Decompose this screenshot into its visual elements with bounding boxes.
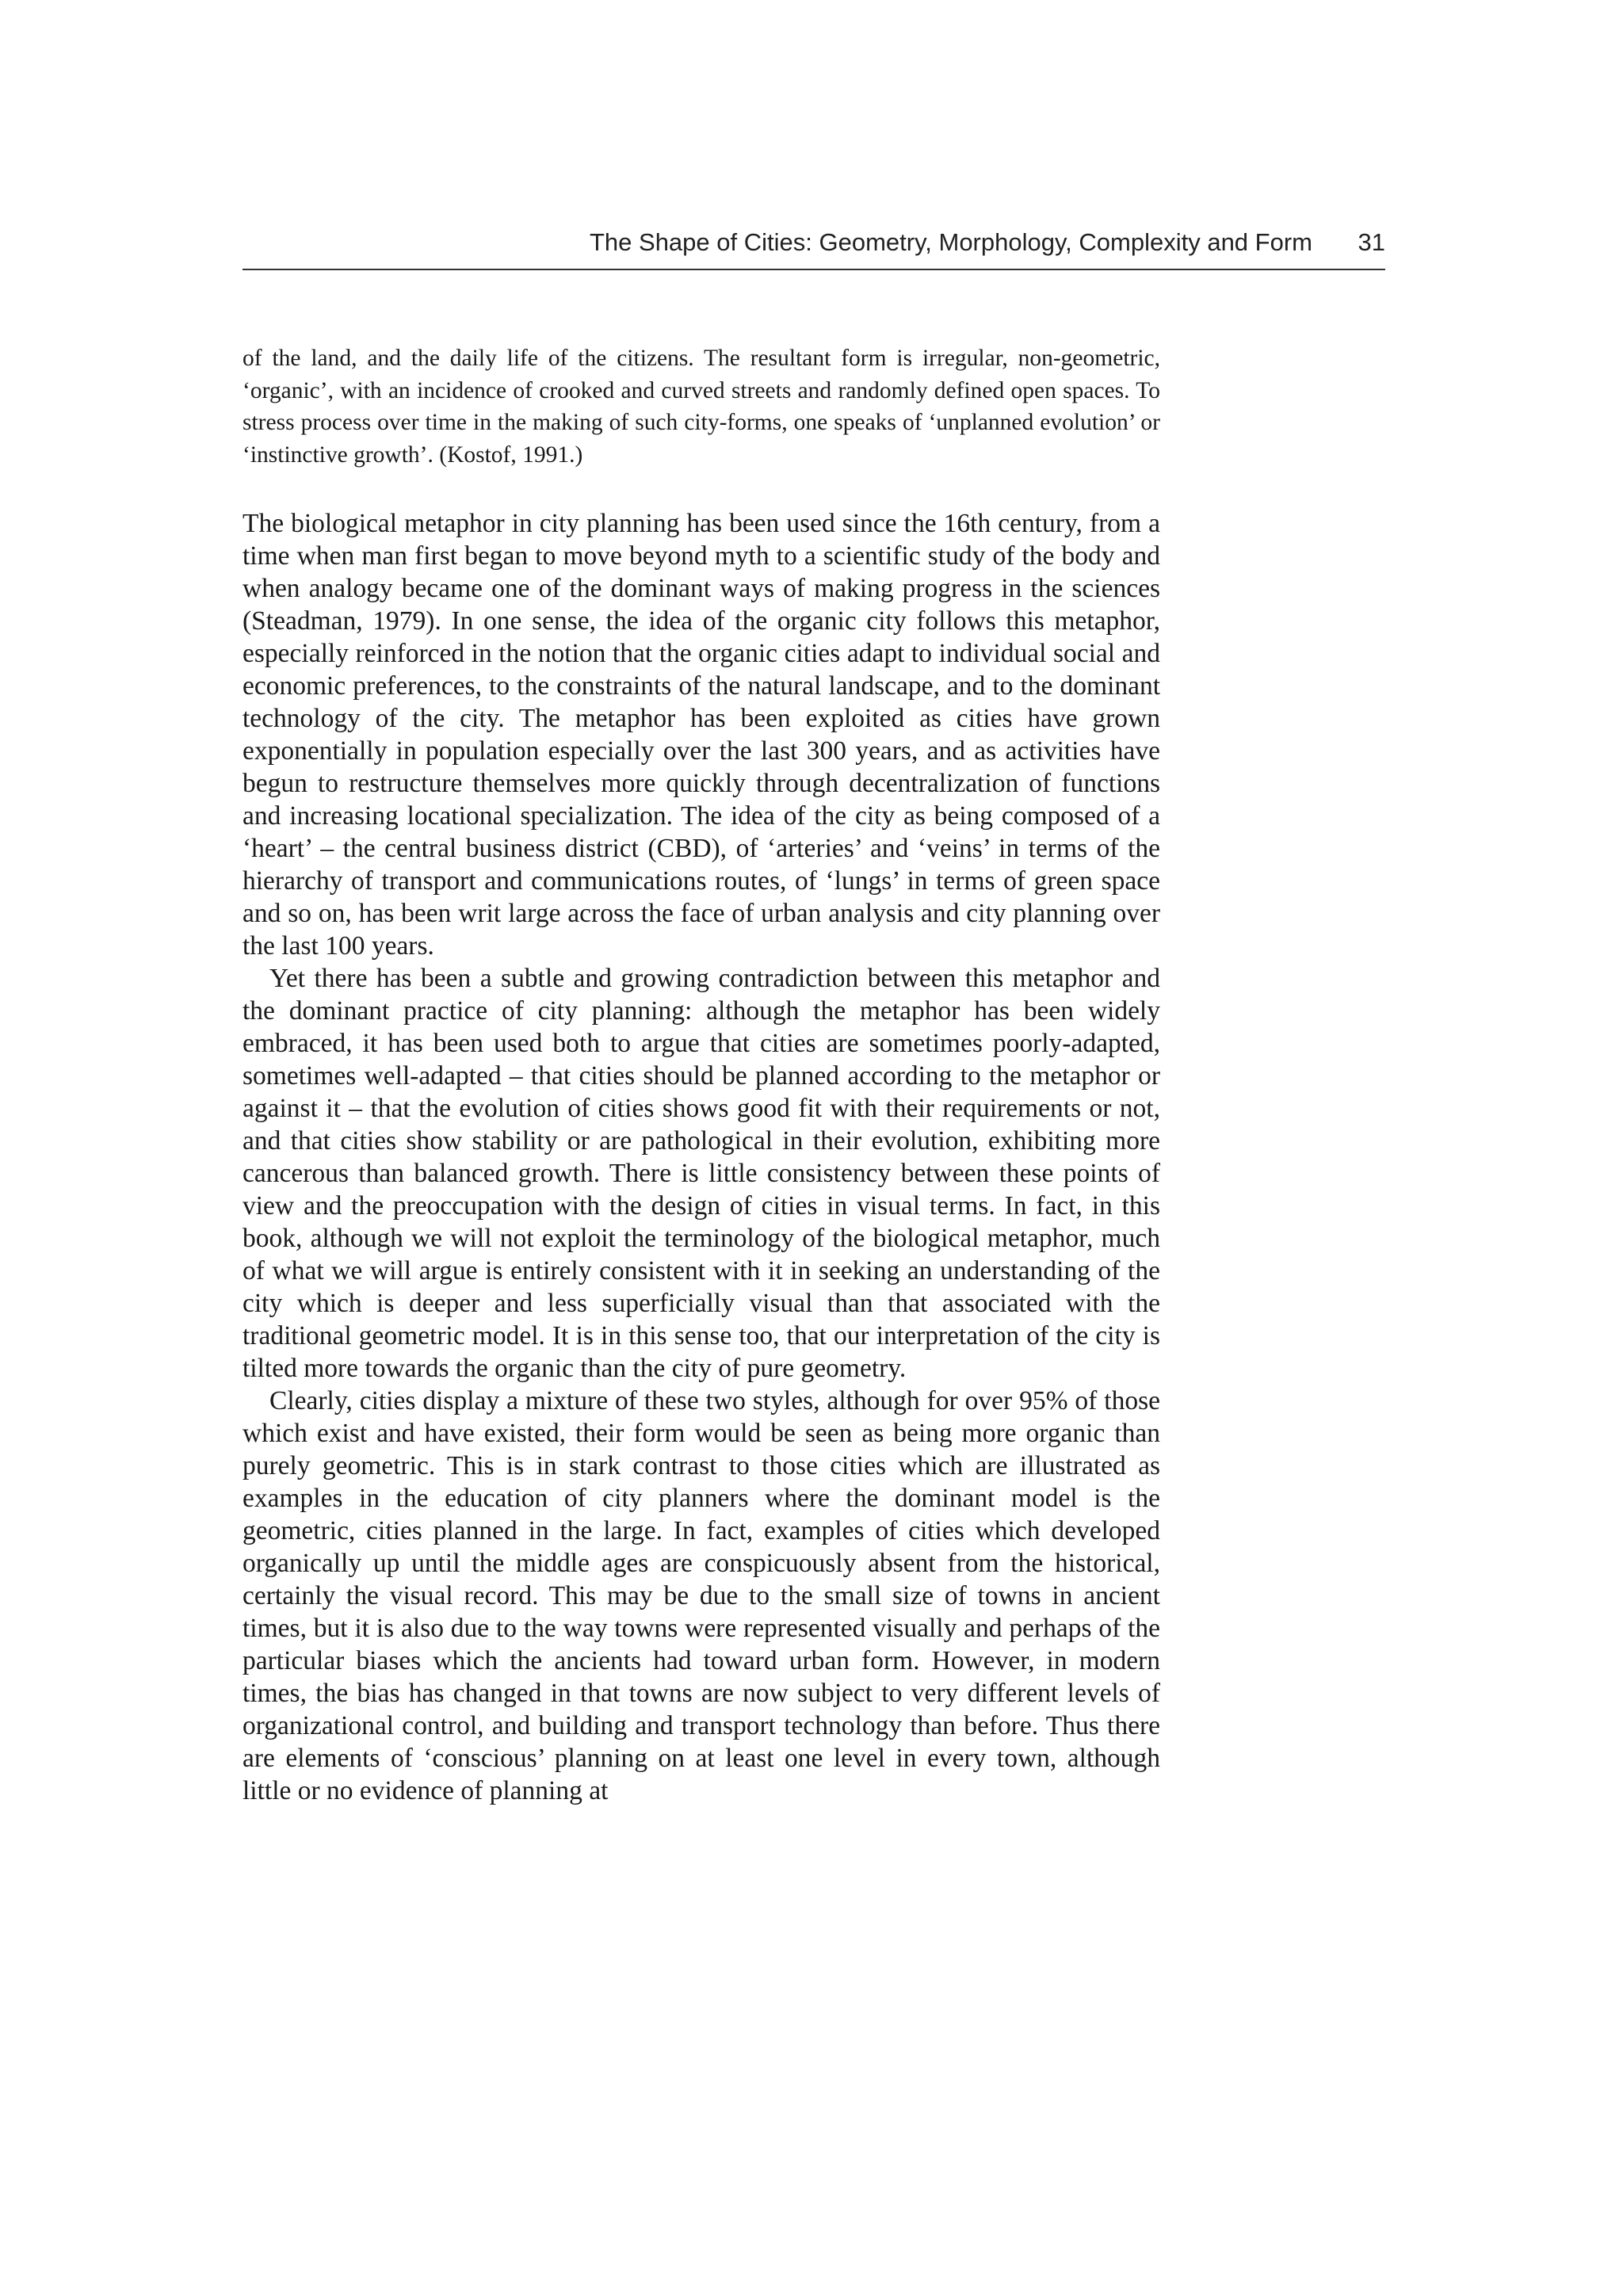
page-number: 31 <box>1358 228 1385 256</box>
page-header <box>242 228 1385 273</box>
quoted-extract: of the land, and the daily life of the citizens. The resultant form is irregular, non-geometric, ‘organic’, with an incidence of crooked and curved streets and randomly defined open spaces. To stress process over time in the making of such city-forms, one speaks of ‘unplanned evolution’ or ‘instinctive growth’. (Kostof, 1991.) <box>242 346 1160 468</box>
running-title: The Shape of Cities: Geometry, Morphology, Complexity and Form <box>589 228 1312 256</box>
paragraph-2: Yet there has been a subtle and growing contradiction between this metaphor and the dominant practice of city planning: although the metaphor has been widely embraced, it has been used both to argue that cities are sometimes poorly-adapted, sometimes well-adapted – that cities should be planned according to the metaphor or against it – that the evolution of cities shows good fit with their requirements or not, and that cities show stability or are pathological in their evolution, exhibiting more cancerous than balanced growth. There is little consistency between these points of view and the preoccupation with the design of cities in visual terms. In fact, in this book, although we will not exploit the terminology of the biological metaphor, much of what we will argue is entirely consistent with it in seeking an understanding of the city which is deeper and less superficially visual than that associated with the traditional geometric model. It is in this sense too, that our interpretation of the city is tilted more towards the organic than the city of pure geometry. <box>242 964 1160 1383</box>
paragraph-3: Clearly, cities display a mixture of these two styles, although for over 95% of those which exist and have existed, their form would be seen as being more organic than purely geometric. This is in stark contrast to those cities which are illustrated as examples in the education of city planners where the dominant model is the geometric, cities planned in the large. In fact, examples of cities which developed organically up until the middle ages are conspicuously absent from the historical, certainly the visual record. This may be due to the small size of towns in ancient times, but it is also due to the way towns were represented visually and perhaps of the particular biases which the ancients had toward urban form. However, in modern times, the bias has changed in that towns are now subject to very different levels of organizational control, and building and transport technology than before. Thus there are elements of ‘conscious’ planning on at least one level in every town, although little or no evidence of planning at <box>242 1386 1160 1805</box>
paragraph-1: The biological metaphor in city planning has been used since the 16th century, from a time when man first began to move beyond myth to a scientific study of the body and when analogy became one of the dominant ways of making progress in the sciences (Steadman, 1979). In one sense, the idea of the organic city follows this metaphor, especially reinforced in the notion that the organic cities adapt to individual social and economic preferences, to the constraints of the natural landscape, and to the dominant technology of the city. The metaphor has been exploited as cities have grown exponentially in population especially over the last 300 years, and as activities have begun to restructure themselves more quickly through decentralization of functions and increasing locational specialization. The idea of the city as being composed of a ‘heart’ – the central business district (CBD), of ‘arteries’ and ‘veins’ in terms of the hierarchy of transport and communications routes, of ‘lungs’ in terms of green space and so on, has been writ large across the face of urban analysis and city planning over the last 100 years. <box>242 509 1160 961</box>
body-text <box>242 507 1160 1807</box>
header-rule <box>242 269 1385 270</box>
